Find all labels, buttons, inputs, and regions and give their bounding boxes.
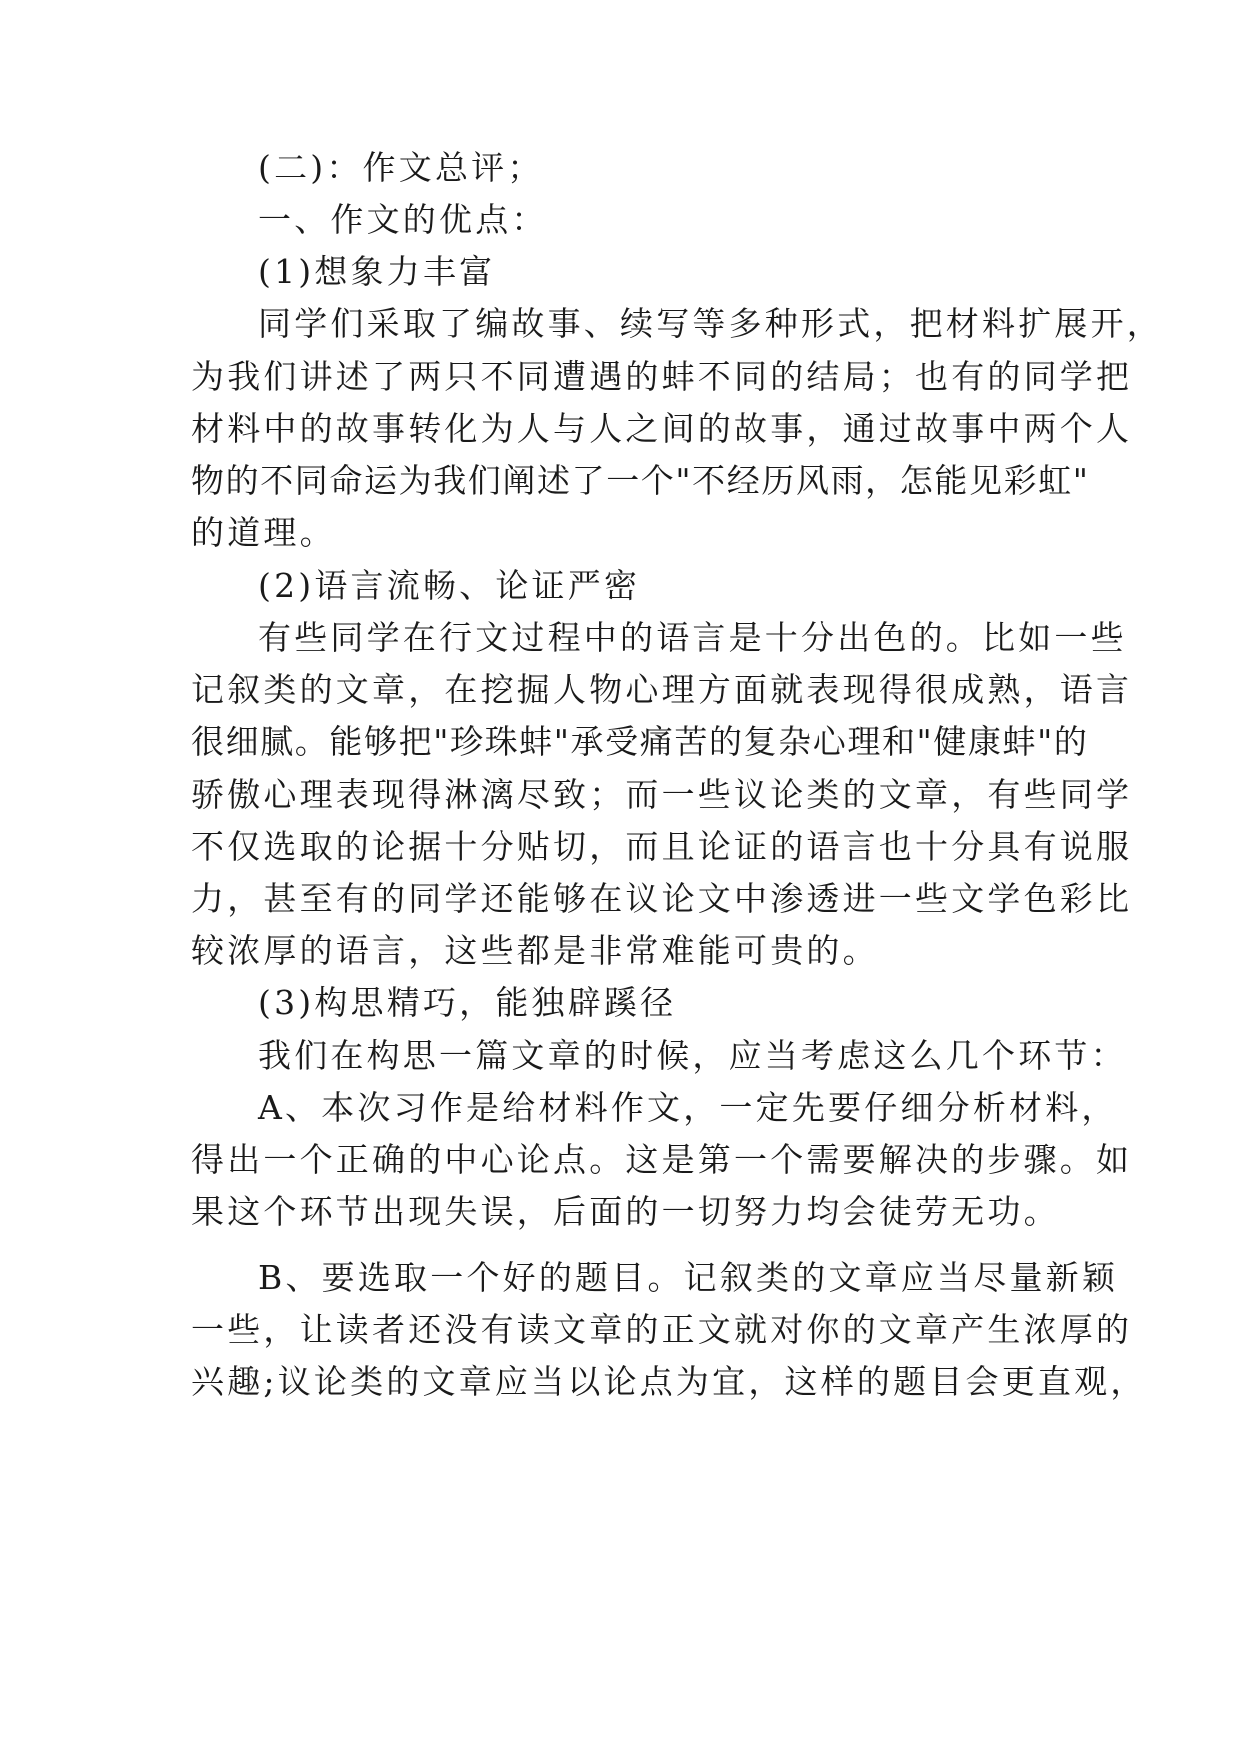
item-b-line: 兴趣;议论类的文章应当以论点为宜，这样的题目会更直观，: [191, 1362, 1147, 1401]
paragraph-line: 骄傲心理表现得淋漓尽致；而一些议论类的文章，有些同学: [191, 775, 1133, 814]
paragraph-line: 物的不同命运为我们阐述了一个"不经历风雨，怎能见彩虹": [191, 461, 1090, 500]
paragraph-line: 的道理。: [191, 513, 336, 552]
paragraph-line: 我们在构思一篇文章的时候，应当考虑这么几个环节：: [258, 1036, 1127, 1075]
heading-strengths: 一、作文的优点：: [258, 200, 548, 239]
point3-title: (3)构思精巧，能独辟蹊径: [258, 983, 677, 1022]
paragraph-line: 有些同学在行文过程中的语言是十分出色的。比如一些: [258, 618, 1127, 657]
item-a-line: A、本次习作是给材料作文，一定先要仔细分析材料，: [258, 1088, 1118, 1127]
paragraph-line: 材料中的故事转化为人与人之间的故事，通过故事中两个人: [191, 409, 1133, 448]
item-b-line: 一些，让读者还没有读文章的正文就对你的文章产生浓厚的: [191, 1310, 1133, 1349]
paragraph-line: 很细腻。能够把"珍珠蚌"承受痛苦的复杂心理和"健康蚌"的: [191, 722, 1089, 761]
heading-review: (二)：作文总评；: [258, 148, 544, 187]
paragraph-line: 力，甚至有的同学还能够在议论文中渗透进一些文学色彩比: [191, 879, 1133, 918]
item-a-line: 果这个环节出现失误，后面的一切努力均会徒劳无功。: [191, 1192, 1060, 1231]
point2-title: (2)语言流畅、论证严密: [258, 566, 641, 605]
point1-title: (1)想象力丰富: [258, 252, 496, 291]
paragraph-line: 较浓厚的语言，这些都是非常难能可贵的。: [191, 931, 879, 970]
item-a-line: 得出一个正确的中心论点。这是第一个需要解决的步骤。如: [191, 1140, 1133, 1179]
paragraph-line: 不仅选取的论据十分贴切，而且论证的语言也十分具有说服: [191, 827, 1133, 866]
item-b-line: B、要选取一个好的题目。记叙类的文章应当尽量新颖: [258, 1258, 1119, 1297]
paragraph-line: 记叙类的文章，在挖掘人物心理方面就表现得很成熟，语言: [191, 670, 1133, 709]
paragraph-line: 为我们讲述了两只不同遭遇的蚌不同的结局；也有的同学把: [191, 357, 1133, 396]
paragraph-line: 同学们采取了编故事、续写等多种形式，把材料扩展开，: [258, 304, 1163, 343]
